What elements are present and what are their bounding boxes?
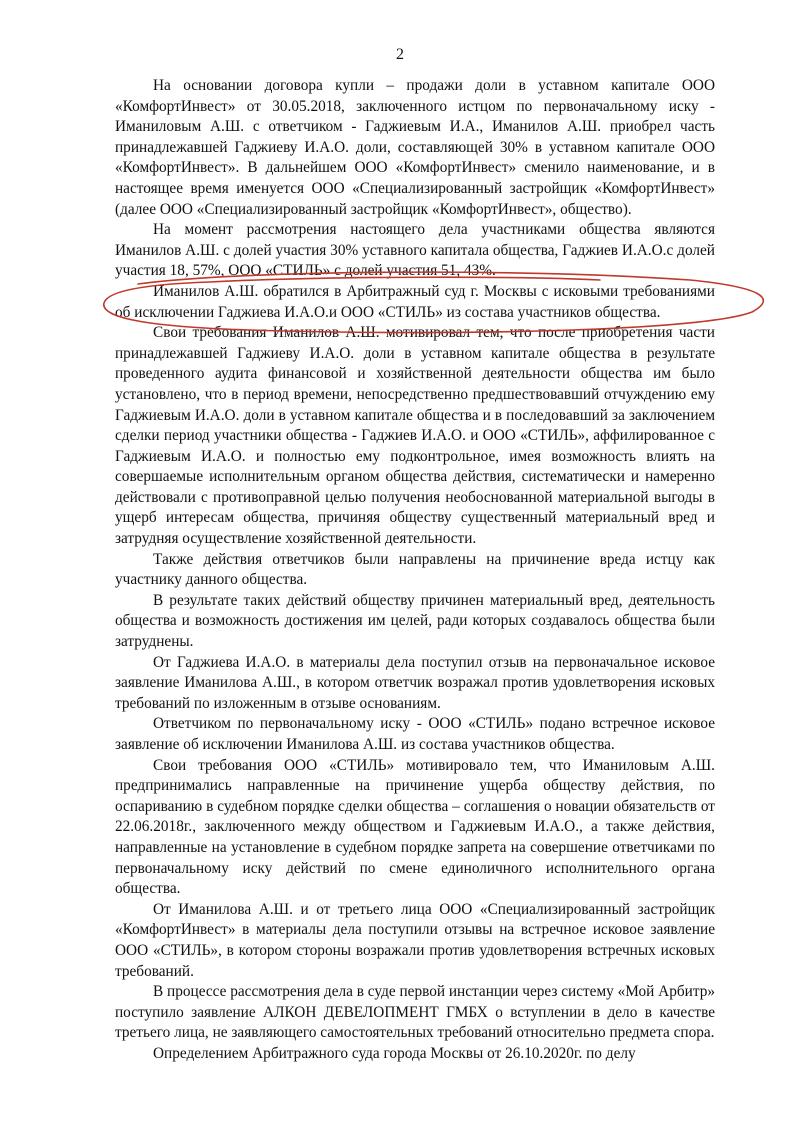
paragraph-9: Свои требования ООО «СТИЛЬ» мотивировало тем, что Иманиловым А.Ш. предпринимались направленные на причинение ущерба обществу действия, по оспариванию в судебном порядке сделки общества – соглашения о новации обязательств от 22.06.2018г., заключенного между обществом и Гаджиевым И.А.О., а также действия, направленные на установление в судебном порядке запрета на совершение ответчиками по первоначальному иску действий по смене единоличного исполнительного органа общества. xyxy=(115,756,715,898)
paragraph-1: На основании договора купли – продажи доли в уставном капитале ООО «КомфортИнвест» от 30.05.2018, заключенного истцом по первоначальному иску - Иманиловым А.Ш. с ответчиком - Гаджиевым И.А., Иманилов А.Ш. приобрел часть принадлежавшей Гаджиеву И.А.О. доли, составляющей 30% в уставном капитале ООО «КомфортИнвест». В дальнейшем ООО «КомфортИнвест» сменило наименование, и в настоящее время именуется ООО «Специализированный застройщик «КомфортИнвест» (далее ООО «Специализированный застройщик «КомфортИнвест», общество). xyxy=(115,77,715,218)
paragraph-10: От Иманилова А.Ш. и от третьего лица ООО «Специализированный застройщик «КомфортИнвест» в материалы дела поступили отзывы на встречное исковое заявление ООО «СТИЛЬ», в котором стороны возражали против удовлетворения встречных исковых требований. xyxy=(115,900,715,980)
document-body xyxy=(115,76,715,1065)
paragraph-11: В процессе рассмотрения дела в суде первой инстанции через систему «Мой Арбитр» поступило заявление АЛКОН ДЕВЕЛОПМЕНТ ГМБХ о вступлении в дело в качестве третьего лица, не заявляющего самостоятельных требований относительно предмета спора. xyxy=(115,983,715,1042)
paragraph-5: Также действия ответчиков были направлены на причинение вреда истцу как участнику данного общества. xyxy=(115,550,715,589)
paragraph-8: Ответчиком по первоначальному иску - ООО «СТИЛЬ» подано встречное исковое заявление об исключении Иманилова А.Ш. из состава участников общества. xyxy=(115,715,715,753)
paragraph-12: Определением Арбитражного суда города Москвы от 26.10.2020г. по делу xyxy=(153,1044,636,1062)
paragraph-6: В результате таких действий обществу причинен материальный вред, деятельность общества и возможность достижения им целей, ради которых создавалось общества были затруднены. xyxy=(115,591,715,651)
page-number: 2 xyxy=(396,46,404,63)
paragraph-4: Свои требования Иманилов А.Ш. мотивировал тем, что после приобретения части принадлежавшей Гаджиеву И.А.О. доли в уставном капитале общества в результате проведенного аудита финансовой и хозяйственной деятельности общества им было установлено, что в период времени, непосредственно предшествовавший отчуждению ему Гаджиевым И.А.О. доли в уставном капитале общества и в последовавший за заключением сделки период участники общества - Гаджиев И.А.О. и ООО «СТИЛЬ», аффилированное с Гаджиевым И.А.О. и полностью ему подконтрольное, имея возможность влиять на совершаемые исполнительным органом общества действия, систематически и намеренно действовали с противоправной целью получения необоснованной материальной выгоды в ущерб интересам общества, причиняя обществу существенный материальный вред и затрудняя осуществление хозяйственной деятельности. xyxy=(115,324,715,548)
paragraph-7: От Гаджиева И.А.О. в материалы дела поступил отзыв на первоначальное исковое заявление Иманилова А.Ш., в котором ответчик возражал против удовлетворения исковых требований по изложенным в отзыве основаниям. xyxy=(115,653,715,712)
paragraph-2: На момент рассмотрения настоящего дела участниками общества являются Иманилов А.Ш. с долей участия 30% уставного капитала общества, Гаджиев И.А.О.с долей участия 18, 57%, ООО «СТИЛЬ» с долей участия 51, 43%. xyxy=(115,221,715,280)
paragraph-3-highlighted: Иманилов А.Ш. обратился в Арбитражный суд г. Москвы с исковыми требованиями об исключении Гаджиева И.А.О.и ООО «СТИЛЬ» из состава участников общества. xyxy=(115,282,715,321)
